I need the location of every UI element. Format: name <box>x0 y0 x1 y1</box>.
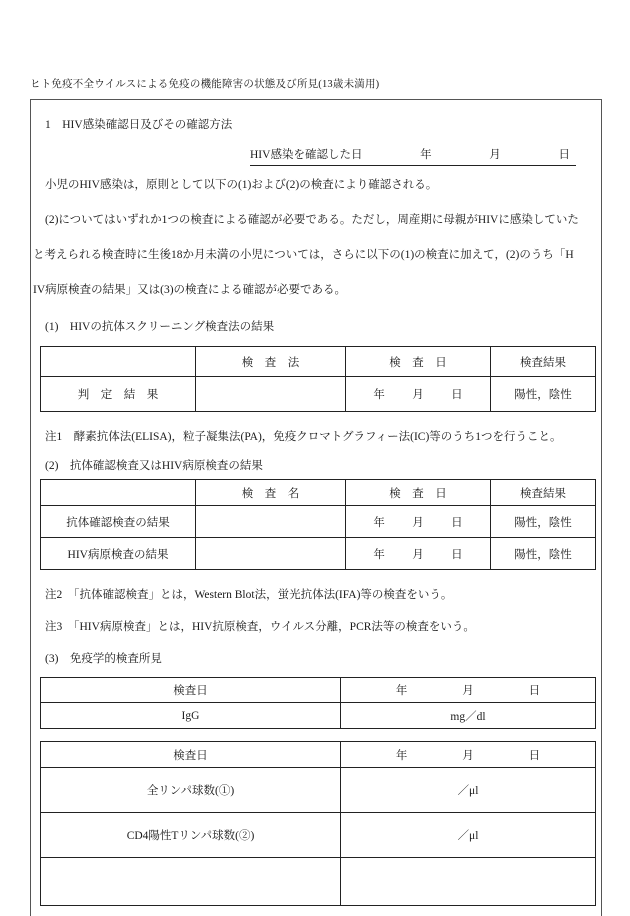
empty-header-cell <box>41 480 196 506</box>
result-options-label: 陽性，陰性 <box>491 506 596 538</box>
table-row <box>41 506 596 538</box>
name-column-header: 検 査 名 <box>196 480 346 506</box>
document-title: ヒト免疫不全ウイルスによる免疫の機能障害の状態及び所見(13歳未満用) <box>30 79 380 90</box>
table-row <box>41 377 596 412</box>
table-header-row <box>41 347 596 377</box>
date-header-cell <box>341 678 596 703</box>
date-entry-cell[interactable] <box>346 538 491 570</box>
lymphocyte-table <box>40 741 596 906</box>
table-header-row <box>41 480 596 506</box>
date-header-cell <box>341 742 596 768</box>
day-label: 日 <box>451 516 463 529</box>
year-label: 年 <box>395 749 408 762</box>
result-column-header: 検査結果 <box>491 480 596 506</box>
igg-value-cell[interactable]: mg／dl <box>341 703 596 729</box>
month-label: 月 <box>462 749 474 762</box>
date-column-header: 検 査 日 <box>346 347 491 377</box>
confirmation-test-table <box>40 479 596 570</box>
confirm-year-label: 年 <box>420 149 432 161</box>
table-row <box>41 703 596 729</box>
hiv-confirm-date-line <box>250 141 576 166</box>
exam-date-header: 検査日 <box>41 678 341 703</box>
igg-table <box>40 677 596 729</box>
method-entry-cell[interactable] <box>196 377 346 412</box>
table-row <box>41 813 596 858</box>
note3: 注3 「HIV病原検査」とは，HIV抗原検査，ウイルス分離，PCR法等の検査をいう。 <box>45 621 475 633</box>
note1: 注1 酵素抗体法(ELISA)，粒子凝集法(PA)，免疫クロマトグラフィー法(IC)等のうち1つを行うこと。 <box>45 431 562 443</box>
month-label: 月 <box>412 516 424 529</box>
empty-header-cell <box>41 347 196 377</box>
subsection1-heading: (1) HIVの抗体スクリーニング検査法の結果 <box>45 321 275 333</box>
year-label: 年 <box>373 548 385 561</box>
result-options-label: 陽性，陰性 <box>491 538 596 570</box>
date-entry-cell[interactable] <box>346 377 491 412</box>
month-label: 月 <box>462 685 474 697</box>
method-column-header: 検 査 法 <box>196 347 346 377</box>
day-label: 日 <box>451 548 463 561</box>
table-row <box>41 538 596 570</box>
year-label: 年 <box>373 516 385 529</box>
note2: 注2 「抗体確認検査」とは，Western Blot法，蛍光抗体法(IFA)等の検査をいう。 <box>45 589 453 601</box>
name-entry-cell[interactable] <box>196 538 346 570</box>
exam-date-header: 検査日 <box>41 742 341 768</box>
hiv-pathogen-row-label: HIV病原検査の結果 <box>41 538 196 570</box>
paragraph2-line3: IV病原検査の結果」又は(3)の検査による確認が必要である。 <box>33 284 347 296</box>
date-entry-cell[interactable] <box>346 506 491 538</box>
table-header-row <box>41 742 596 768</box>
month-label: 月 <box>412 389 424 401</box>
confirm-month-label: 月 <box>489 149 501 161</box>
antibody-confirm-row-label: 抗体確認検査の結果 <box>41 506 196 538</box>
subsection3-heading: (3) 免疫学的検査所見 <box>45 653 162 665</box>
cutoff-row-value-cell[interactable] <box>341 858 596 906</box>
igg-row-label: IgG <box>41 703 341 729</box>
cutoff-row-label <box>41 858 341 906</box>
table-row <box>41 768 596 813</box>
day-label: 日 <box>528 749 541 762</box>
paragraph2-line2: と考えられる検査時に生後18か月未満の小児については，さらに以下の(1)の検査に加えて，(2)のうち「H <box>33 249 574 261</box>
name-entry-cell[interactable] <box>196 506 346 538</box>
date-column-header: 検 査 日 <box>346 480 491 506</box>
year-label: 年 <box>373 389 385 401</box>
day-label: 日 <box>528 685 541 697</box>
screening-result-table <box>40 346 596 412</box>
month-label: 月 <box>412 548 424 561</box>
year-label: 年 <box>395 685 408 697</box>
confirm-date-label: HIV感染を確認した日 <box>250 149 363 161</box>
total-lymphocyte-row-label: 全リンパ球数(①) <box>41 768 341 813</box>
cd4-lymphocyte-value-cell[interactable]: ／μl <box>341 813 596 858</box>
confirm-day-label: 日 <box>558 149 570 161</box>
result-column-header: 検査結果 <box>491 347 596 377</box>
judgement-row-label: 判 定 結 果 <box>41 377 196 412</box>
result-options-label: 陽性，陰性 <box>491 377 596 412</box>
cd4-lymphocyte-row-label: CD4陽性Tリンパ球数(②) <box>41 813 341 858</box>
total-lymphocyte-value-cell[interactable]: ／μl <box>341 768 596 813</box>
subsection2-heading: (2) 抗体確認検査又はHIV病原検査の結果 <box>45 460 263 472</box>
paragraph1: 小児のHIV感染は，原則として以下の(1)および(2)の検査により確認される。 <box>45 179 438 191</box>
paragraph2-line1: (2)についてはいずれか1つの検査による確認が必要である。ただし，周産期に母親がHIVに感染していた <box>45 214 579 226</box>
table-row <box>41 858 596 906</box>
day-label: 日 <box>451 389 463 401</box>
section1-heading: 1 HIV感染確認日及びその確認方法 <box>45 119 233 131</box>
table-header-row <box>41 678 596 703</box>
